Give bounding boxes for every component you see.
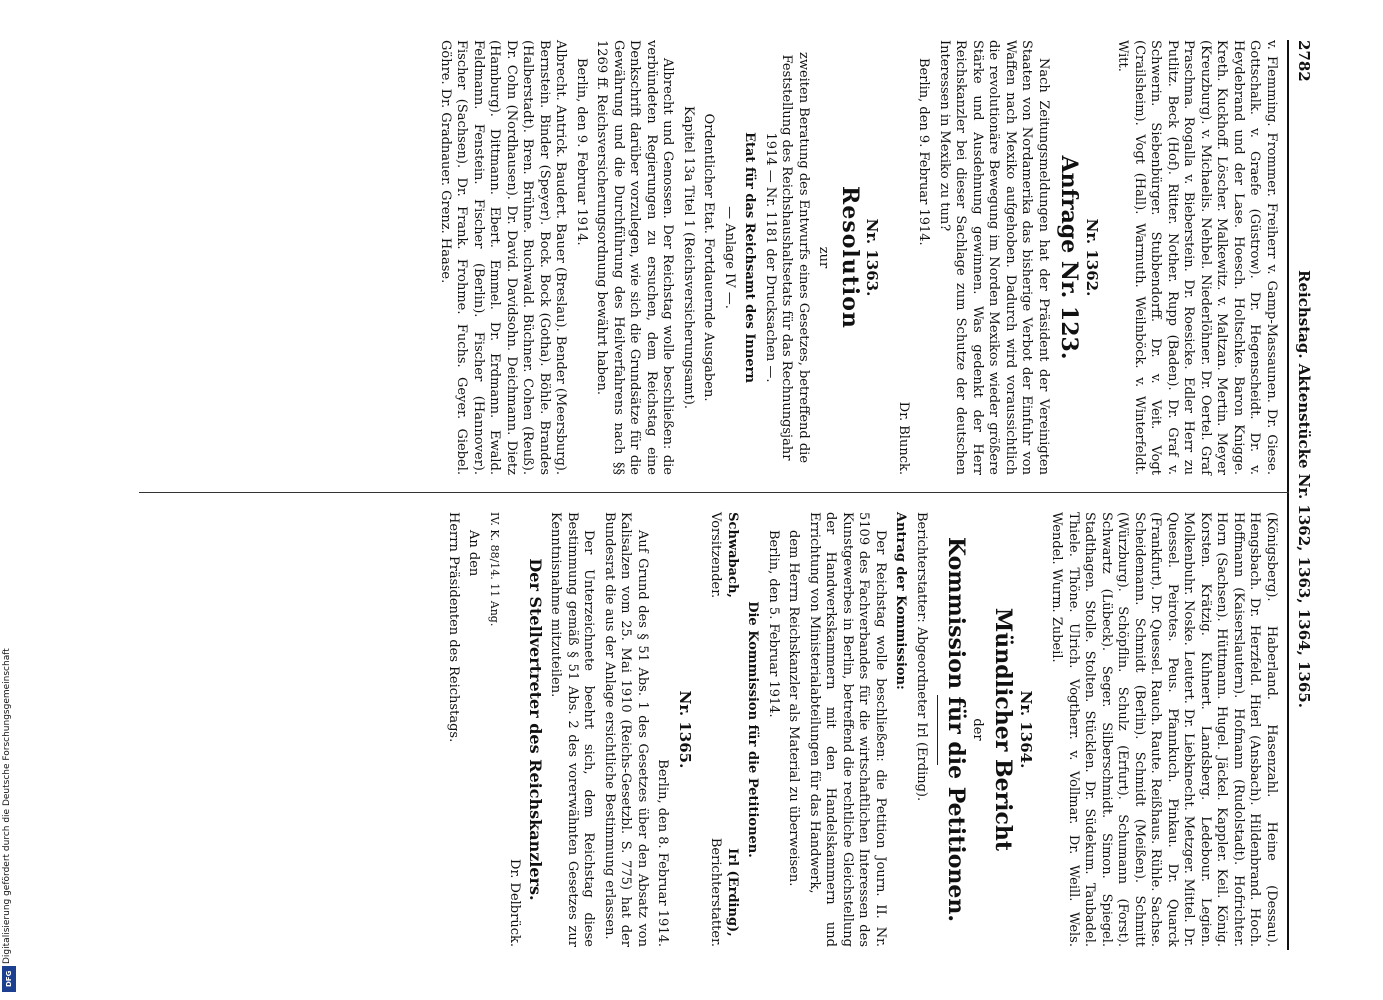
bericht-title: Mündlicher Bericht [990,607,1017,852]
resolution-signers: Albrecht. Antrick. Baudert. Bauer (Breslau). Bender (Meersburg). Bernstein. Binder (Speyer). Bock. Bock (Gotha). Böhle. Brandes (Halberstadt). Bren. Brühne. Buchwald. Büchner. Cohen (Reuß). Dr. Cohn (Nordhausen). Dr. David. Davidsohn. Deichmann. Dietz (Hamburg). Dittmann. Ebert. Emmel. Dr. Erdmann. Ewald. Feldmann. Fenstein. Fischer (Berlin). Fischer (Hannover). Fischer (Sachsen). Dr. Frank. Frohme. Fuchs. Geyer. Giebel. Göhre. Dr. Gradnauer. Grenz. Haase. [438,40,569,475]
funding-sidebar [0,0,18,1000]
doc-number-1365: Nr. 1365. [676,690,694,769]
doc-number-1362: Nr. 1362. [1083,218,1101,297]
kommission-title: Kommission für die Petitionen. [943,536,970,923]
doc-number-1363: Nr. 1363. [863,218,882,297]
resolution-intro: zweiten Beratung des Entwurfs eines Gesetzes, betreffend die Feststellung des Reichshaushaltsetats für das Rechnungsjahr 1914 — Nr. 1181 der Drucksachen —. [763,51,811,464]
rapporteur-name: Irl (Erding), [725,848,740,937]
bericht-date: Berlin, den 5. Februar 1914. [766,530,781,718]
chair-signature [707,512,740,598]
antrag-label: Antrag der Kommission: [893,512,909,690]
page-title: Reichstag. Aktenstücke Nr. 1362, 1363, 1364, 1365. [1295,270,1313,708]
resolution-title: Resolution [837,186,863,329]
anfrage-title: Anfrage Nr. 123. [1056,155,1083,360]
resolution-zur: zur [816,246,832,269]
ordentlicher-etat: Ordentlicher Etat. Fortdauernde Ausgaben. [701,113,717,402]
delbrueck-signature: Dr. Delbrück. [507,859,523,947]
rapporteur-signature [707,838,740,947]
chair-role: Vorsitzender. [708,512,724,599]
letter-date: Berlin, den 8. Februar 1914. [655,759,671,947]
signers-list-continued: (Königsberg). Haberland. Hasenzahl. Heine (Dessau). Hengsbach. Dr. Herzfeld. Hierl (Ansbach). Hildenbrand. Hoch. Hoffmann (Kaiserslautern). Hofmann (Rudolstadt). Hofrichter. Horn (Sachsen). Hüttmann. Hugel. Jäckel. Kappler. Keil. König. Korsten. Krätzig. Kuhnert. Landsberg. Ledebour. Legien. Molkenbuhr. Noske. Leutert. Dr. Liebknecht. Metzger. Mittel. Dr. Quessel. Peirotes. Peus. Pfannkuch. Pinkau. Dr. Quarck (Frankfurt). Dr. Quessel. Rauch. Raute. Reißhaus. Rühle. Sachse. Scheidemann. Schmidt (Berlin). Schmidt (Meißen). Schmitt (Würzburg). Schöpflin. Schulz (Erfurt). Schumann (Forst). Schwartz (Lübeck). Seger. Silberschmidt. Simon. Spiegel. Stadthagen. Stolle. Stolten. Stücklen. Dr. Südekum. Taubadel. Thiele. Thöne. Ulrich. Vogtherr. v. Vollmar. Dr. Weill. Wels. Wendel. Wurm. Zubeil. [1049,512,1279,947]
antrag-end: dem Herrn Reichskanzler als Material zu überweisen. [786,530,802,887]
reference-number: IV. K. 88/14. 11 Ang. [488,512,501,627]
kapitel-label: Kapitel 13a Titel 1 (Reichsversicherungsamt). [681,106,696,409]
column-divider [139,492,1289,493]
rotated-page-content [55,40,1315,950]
dfg-logo: DFG [2,966,16,992]
resolution-date: Berlin, den 9. Februar 1914. [574,58,589,246]
berichterstatter-line: Berichterstatter: Abgeordneter Irl (Erding). [914,512,929,802]
antrag-text: Der Reichstag wolle beschließen: die Petition Journ. II. Nr. 5109 des Fachverbandes für die wirtschaftlichen Interessen des Kunstgewerbes in Berlin, betreffend die rechtliche Gleichstellung der Handwerkskammern mit den Handelskammern und Errichtung von Ministerialabteilungen für das Handwerk, [807,512,888,947]
letter-text-2: Der Unterzeichnete beehrt sich, dem Reichstag diese Bestimmung gemäß § 51 Abs. 2 des vorerwähnten Gesetzes zur Kenntnisnahme mitzuteilen. [548,512,597,947]
page-number: 2782 [1295,40,1313,82]
anfrage-signature: Dr. Blunck. [896,401,911,475]
anlage-label: — Anlage IV —. [722,206,737,309]
funding-note: Digitalisierung gefördert durch die Deutsche Forschungsgemeinschaft [2,648,12,964]
signers-list: v. Flemming. Frommer. Freiherr v. Gamp-Massaunen. Dr. Giese. Gottschalk. v. Graefe (Güstrow). Dr. Hegenscheidt. Dr. v. Heydebrand und der Lase. Hoesch. Holtschke. Baron Knigge. Kreth. Kuckhoff. Löscher. Malkewitz. v. Maltzan. Mertin. Meyer (Kreuzburg). v. Michaelis. Nehbel. Niederlöhner. Dr. Oertel. Graf Praschma. Rogalla v. Bieberstein. Dr. Roesicke. Edler Herr zu Putlitz. Beck (Hof). Ritter. Nother. Rupp (Baden). Dr. Graf v. Schwerin. Siebenbürger. Stubbendorff. Dr. v. Veit. Vogt (Crailsheim). Vogt (Hall). Warmuth. Weilnböck. v. Winterfeldt. Witt. [1115,40,1279,475]
document-page [55,40,1315,950]
page-header [1287,40,1315,950]
letter-text-1: Auf Grund des § 51 Abs. 1 des Gesetzes über den Absatz von Kalisalzen vom 25. Mai 1910 (Reichs-Gesetzbl. S. 775) hat der Bundesrat die aus der Anlage ersichtliche Bestimmung erlassen. [602,512,650,947]
resolution-text: Albrecht und Genossen. Der Reichstag wolle beschließen: die verbündeten Regierungen zu ersuchen, dem Reichstag eine Denkschrift darüber vorzulegen, wie sich die Grundsätze für die Gewährung und die Durchführung des Heilverfahrens nach §§ 1269 ff. Reichsversicherungsordnung bewährt haben. [594,40,676,475]
chair-name: Schwabach, [725,512,740,598]
anfrage-date: Berlin, den 9. Februar 1914. [916,58,932,246]
addressee: Herrn Präsidenten des Reichstags. [446,512,461,743]
left-column [433,40,1280,475]
kommission-signature: Die Kommission für die Petitionen. [745,601,761,858]
right-column [441,512,1280,947]
signature-block [707,512,740,947]
stellvertreter-title: Der Stellvertreter des Reichskanzlers. [526,558,545,901]
rapporteur-role: Berichterstatter. [708,837,724,947]
bericht-der: der [970,718,985,741]
anfrage-text: Nach Zeitungsmeldungen hat der Präsident der Vereinigten Staaten von Nordamerika das bisherige Verbot der Einfuhr von Waffen nach Mexiko aufgehoben. Dadurch wird voraussichtlich die revolutionäre Bewegung im Norden Mexikos wieder größere Stärke und Ausdehnung gewinnen. Was gedenkt der Herr Reichskanzler bei dieser Sachlage zum Schutze der deutschen Interessen in Mexiko zu tun? [937,40,1051,475]
addressee-intro: An den [466,530,482,577]
divider [937,695,938,765]
etat-heading: Etat für das Reichsamt des Innern [742,132,758,383]
doc-number-1364: Nr. 1364. [1017,690,1035,769]
